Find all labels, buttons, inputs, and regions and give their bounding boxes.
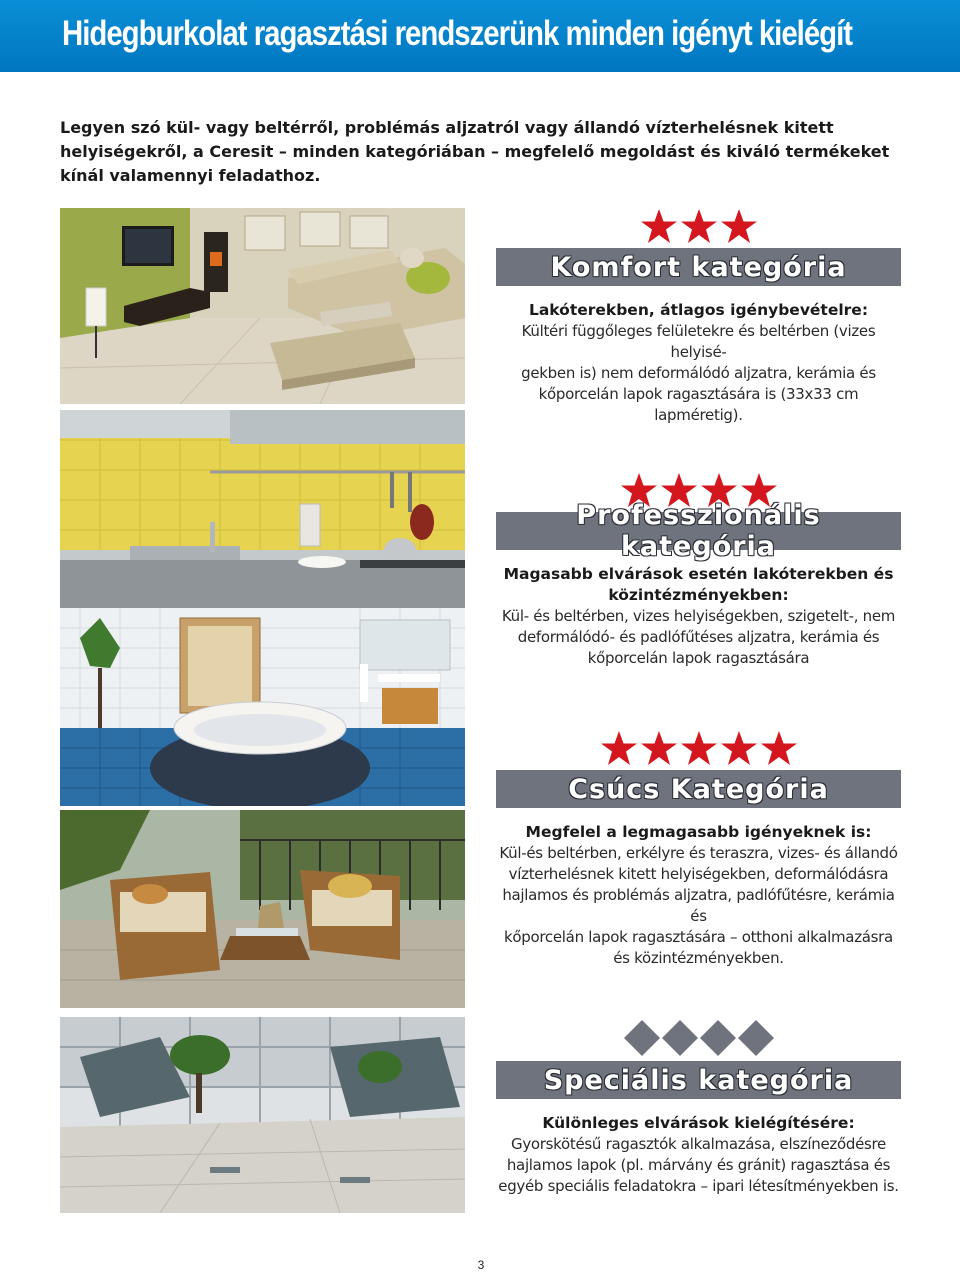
star-icon [720,208,758,244]
rating-diamonds [496,1017,901,1057]
category-description [496,1134,901,1197]
description-line: kőporcelán lapok ragasztására [587,649,810,667]
star-icon [680,208,718,244]
category-banner [496,770,901,808]
diamond-icon [699,1019,737,1057]
rating-stars [496,730,901,766]
category-description [496,843,901,969]
heading-line: közintézményekben: [608,586,789,604]
category-professzionalis [496,472,901,669]
shopping-mall-photo [60,1017,465,1213]
description-line: deformálódó- és padlófűtéses aljzatra, kerámia és [517,628,880,646]
category-heading: Lakóterekben, átlagos igénybevételre: [528,301,869,319]
description-line: vízterhelésnek kitett helyiségekben, deformálódásra [508,865,889,883]
category-description [496,606,901,669]
category-heading [496,564,901,606]
category-specialis [496,1017,901,1197]
living-room-photo [60,208,465,404]
category-title: Komfort kategória [550,251,847,283]
category-title: Speciális kategória [543,1064,854,1096]
description-line: egyéb speciális feladatokra – ipari létesítményekben is. [498,1177,899,1195]
description-line: Kül- és beltérben, vizes helyiségekben, szigetelt-, nem [501,607,896,625]
bathroom-photo [60,608,465,806]
star-icon [600,730,638,766]
category-description [496,321,901,426]
star-icon [640,730,678,766]
star-icon [720,730,758,766]
category-banner [496,1061,901,1099]
description-line: Gyorskötésű ragasztók alkalmazása, elszíneződésre [511,1135,886,1153]
description-line: hajlamos lapok (pl. márvány és gránit) ragasztása és [506,1156,891,1174]
description-line: kőporcelán lapok ragasztására – otthoni alkalmazásra [504,928,893,946]
category-title: Professzionális kategória [576,500,821,562]
intro-text: Legyen szó kül- vagy beltérről, problémás aljzatról vagy állandó vízterhelésnek kitett helyiségekről, a Ceresit – minden kategóriában – megfelelő megoldást és kiváló termékeket kínál valamennyi feladathoz. [60,118,890,185]
description-line: kőporcelán lapok ragasztására is (33x33 cm lapméretig). [538,385,859,424]
category-banner [496,248,901,286]
diamond-icon [737,1019,775,1057]
description-line: hajlamos és problémás aljzatra, padlófűtésre, kerámia és [502,886,895,925]
terrace-photo [60,810,465,1008]
category-heading: Megfelel a legmagasabb igényeknek is: [525,823,872,841]
category-komfort [496,208,901,426]
heading-line: Magasabb elvárások esetén lakóterekben és [503,565,894,583]
category-title: Csúcs Kategória [568,773,829,805]
star-icon [680,730,718,766]
category-heading: Különleges elvárások kielégítésére: [542,1114,855,1132]
description-line: Kül-és beltérben, erkélyre és teraszra, vizes- és állandó [499,844,898,862]
star-icon [640,208,678,244]
category-banner [496,500,901,562]
diamond-icon [661,1019,699,1057]
kitchen-photo [60,410,465,608]
page-title: Hidegburkolat ragasztási rendszerünk minden igényt kielégít [62,14,853,53]
description-line: és közintézményekben. [613,949,784,967]
description-line: Kültéri függőleges felületekre és beltérben (vizes helyisé- [521,322,876,361]
rating-stars [496,208,901,244]
star-icon [760,730,798,766]
description-line: gekben is) nem deformálódó aljzatra, kerámia és [521,364,876,382]
category-csucs [496,730,901,969]
page-number: 3 [477,1258,485,1272]
diamond-icon [623,1019,661,1057]
